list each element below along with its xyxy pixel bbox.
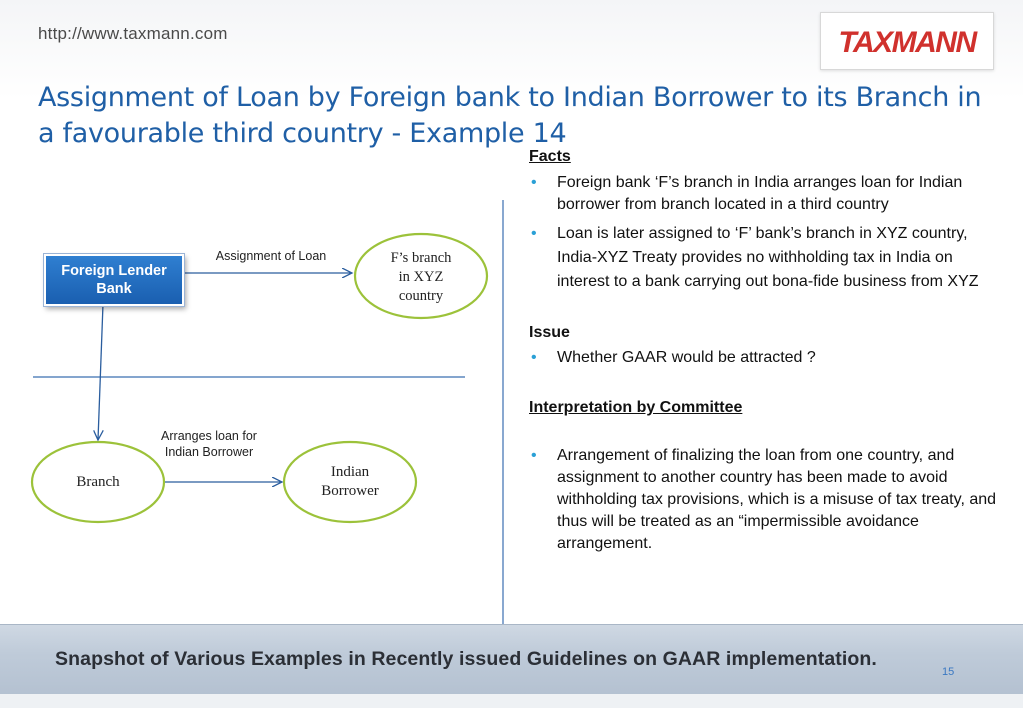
- facts-bullet-1-text: Foreign bank ‘F’s branch in India arranges loan for Indian borrower from branch located in a third country: [557, 174, 963, 213]
- branch-xyz-line-2: in XYZ: [398, 268, 444, 285]
- analysis-column: [529, 148, 999, 555]
- facts-bullet-2-text: Loan is later assigned to ‘F’ bank’s branch in XYZ country, India-XYZ Treaty provides no withholding tax in India on interest to a bank carrying out bona-fide business from XYZ: [557, 225, 979, 290]
- bullet-icon: •: [531, 225, 537, 242]
- branch-xyz-node: [360, 246, 482, 308]
- bullet-icon: •: [531, 447, 537, 464]
- borrower-line-1: Indian: [330, 464, 370, 480]
- facts-bullet-1: [529, 172, 999, 216]
- issue-bullet-1-text: Whether GAAR would be attracted ?: [557, 349, 816, 366]
- label-arranges-line-1: Arranges loan for: [161, 429, 257, 443]
- website-url[interactable]: http://www.taxmann.com: [38, 24, 228, 43]
- page-number: 15: [942, 666, 955, 678]
- interpretation-bullet-1: [529, 445, 999, 555]
- foreign-lender-bank-node: Foreign Lender Bank: [44, 254, 184, 306]
- bottom-strip: [0, 694, 1023, 708]
- logo-text: TAXMANN: [838, 26, 976, 59]
- label-assignment-of-loan: Assignment of Loan: [215, 249, 327, 263]
- indian-borrower-node: [290, 460, 410, 504]
- label-arranges-loan: [150, 428, 268, 460]
- branch-node: Branch: [76, 473, 120, 490]
- bullet-icon: •: [531, 174, 537, 191]
- label-arranges-line-2: Indian Borrower: [164, 445, 254, 459]
- facts-heading: Facts: [529, 148, 571, 165]
- issue-bullet-1: [529, 347, 999, 369]
- interpretation-bullet-1-text: Arrangement of finalizing the loan from one country, and assignment to another country has been made to avoid withholding tax provisions, which is a misuse of tax treaty, and thus will be treated as an “impermissible avoidance arrangement.: [557, 447, 997, 552]
- page-title: Assignment of Loan by Foreign bank to Indian Borrower to its Branch in a favourable third country - Example 14: [38, 82, 982, 149]
- bullet-icon: •: [531, 349, 537, 366]
- facts-bullet-2: [529, 222, 999, 294]
- branch-xyz-line-1: F’s branch: [390, 249, 452, 266]
- footer-caption: Snapshot of Various Examples in Recently issued Guidelines on GAAR implementation.: [55, 648, 877, 670]
- issue-heading: Issue: [529, 324, 570, 341]
- branch-xyz-line-3: country: [398, 287, 444, 304]
- arrow-lender-to-branch: [98, 304, 103, 440]
- borrower-line-2: Borrower: [321, 483, 379, 499]
- interpretation-heading: Interpretation by Committee: [529, 399, 743, 416]
